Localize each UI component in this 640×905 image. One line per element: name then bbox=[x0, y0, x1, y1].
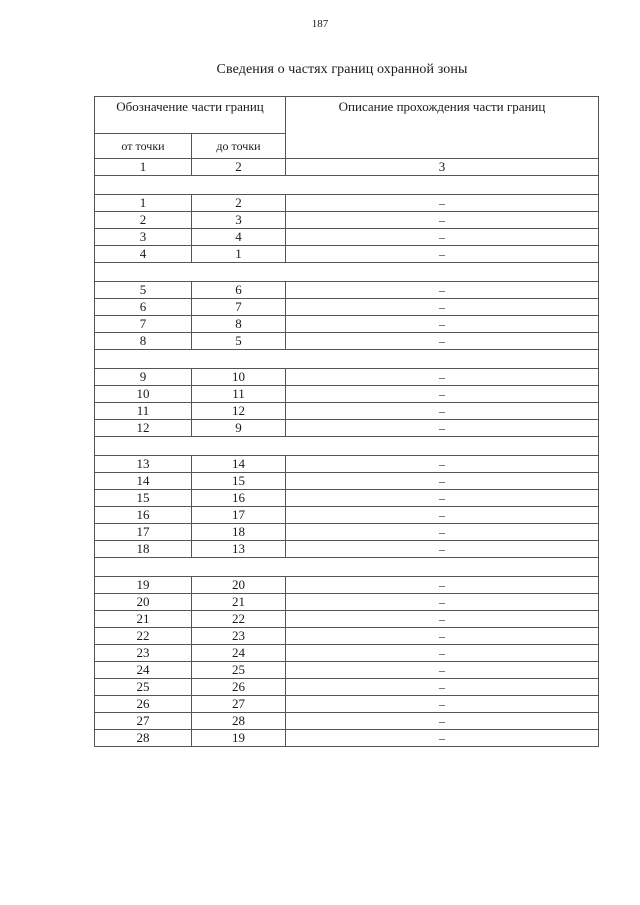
table-row bbox=[95, 662, 599, 679]
to-point-cell: 17 bbox=[192, 507, 286, 524]
to-point-cell: 7 bbox=[192, 299, 286, 316]
to-point-cell: 20 bbox=[192, 577, 286, 594]
to-point-cell: 9 bbox=[192, 420, 286, 437]
group-separator-cell bbox=[95, 437, 599, 456]
table-row bbox=[95, 611, 599, 628]
to-point-cell: 13 bbox=[192, 541, 286, 558]
description-cell: – bbox=[286, 524, 599, 541]
description-cell: – bbox=[286, 333, 599, 350]
page-number: 187 bbox=[311, 18, 329, 30]
description-cell: – bbox=[286, 679, 599, 696]
table-row bbox=[95, 282, 599, 299]
description-cell: – bbox=[286, 246, 599, 263]
from-point-cell: 3 bbox=[95, 229, 192, 246]
to-point-cell: 3 bbox=[192, 212, 286, 229]
to-point-cell: 4 bbox=[192, 229, 286, 246]
from-point-cell: 25 bbox=[95, 679, 192, 696]
description-cell: – bbox=[286, 420, 599, 437]
from-point-cell: 21 bbox=[95, 611, 192, 628]
table-row bbox=[95, 212, 599, 229]
group-separator-cell bbox=[95, 176, 599, 195]
from-point-cell: 11 bbox=[95, 403, 192, 420]
description-cell: – bbox=[286, 299, 599, 316]
table-row bbox=[95, 645, 599, 662]
header-row bbox=[95, 97, 599, 134]
to-point-cell: 5 bbox=[192, 333, 286, 350]
description-cell: – bbox=[286, 195, 599, 212]
table-row bbox=[95, 730, 599, 747]
table-row bbox=[95, 369, 599, 386]
description-cell: – bbox=[286, 507, 599, 524]
from-point-cell: 5 bbox=[95, 282, 192, 299]
table-row bbox=[95, 386, 599, 403]
from-point-cell: 4 bbox=[95, 246, 192, 263]
table-row bbox=[95, 420, 599, 437]
from-point-cell: 16 bbox=[95, 507, 192, 524]
column-number-1: 1 bbox=[95, 159, 192, 176]
table-row bbox=[95, 316, 599, 333]
to-point-cell: 16 bbox=[192, 490, 286, 507]
from-point-cell: 9 bbox=[95, 369, 192, 386]
from-point-cell: 12 bbox=[95, 420, 192, 437]
table-row bbox=[95, 229, 599, 246]
to-point-cell: 21 bbox=[192, 594, 286, 611]
to-point-cell: 1 bbox=[192, 246, 286, 263]
group-separator-cell bbox=[95, 350, 599, 369]
group-separator-cell bbox=[95, 558, 599, 577]
table-row bbox=[95, 696, 599, 713]
table-row bbox=[95, 628, 599, 645]
table-row bbox=[95, 577, 599, 594]
table-row bbox=[95, 490, 599, 507]
description-cell: – bbox=[286, 662, 599, 679]
table-row bbox=[95, 594, 599, 611]
to-point-cell: 25 bbox=[192, 662, 286, 679]
description-cell: – bbox=[286, 628, 599, 645]
to-point-cell: 26 bbox=[192, 679, 286, 696]
group-separator-row bbox=[95, 176, 599, 195]
column-number-2: 2 bbox=[192, 159, 286, 176]
table-row bbox=[95, 333, 599, 350]
header-from-point: от точки bbox=[95, 134, 192, 159]
description-cell: – bbox=[286, 541, 599, 558]
from-point-cell: 27 bbox=[95, 713, 192, 730]
table-body bbox=[95, 97, 599, 747]
to-point-cell: 23 bbox=[192, 628, 286, 645]
table-row bbox=[95, 507, 599, 524]
from-point-cell: 17 bbox=[95, 524, 192, 541]
description-cell: – bbox=[286, 713, 599, 730]
from-point-cell: 1 bbox=[95, 195, 192, 212]
from-point-cell: 7 bbox=[95, 316, 192, 333]
description-cell: – bbox=[286, 490, 599, 507]
from-point-cell: 10 bbox=[95, 386, 192, 403]
to-point-cell: 14 bbox=[192, 456, 286, 473]
document-title: Сведения о частях границ охранной зоны bbox=[216, 62, 468, 77]
description-cell: – bbox=[286, 611, 599, 628]
to-point-cell: 28 bbox=[192, 713, 286, 730]
from-point-cell: 20 bbox=[95, 594, 192, 611]
description-cell: – bbox=[286, 282, 599, 299]
description-cell: – bbox=[286, 456, 599, 473]
boundary-parts-table bbox=[94, 96, 599, 747]
description-cell: – bbox=[286, 473, 599, 490]
table-row bbox=[95, 456, 599, 473]
group-separator-row bbox=[95, 263, 599, 282]
description-cell: – bbox=[286, 645, 599, 662]
description-cell: – bbox=[286, 730, 599, 747]
from-point-cell: 19 bbox=[95, 577, 192, 594]
from-point-cell: 22 bbox=[95, 628, 192, 645]
group-separator-row bbox=[95, 437, 599, 456]
from-point-cell: 24 bbox=[95, 662, 192, 679]
table-row bbox=[95, 299, 599, 316]
description-cell: – bbox=[286, 594, 599, 611]
header-part-designation: Обозначение части границ bbox=[95, 97, 286, 134]
from-point-cell: 23 bbox=[95, 645, 192, 662]
from-point-cell: 15 bbox=[95, 490, 192, 507]
group-separator-cell bbox=[95, 263, 599, 282]
description-cell: – bbox=[286, 229, 599, 246]
from-point-cell: 14 bbox=[95, 473, 192, 490]
from-point-cell: 8 bbox=[95, 333, 192, 350]
table-row bbox=[95, 473, 599, 490]
numbering-row bbox=[95, 159, 599, 176]
from-point-cell: 28 bbox=[95, 730, 192, 747]
table-row bbox=[95, 246, 599, 263]
description-cell: – bbox=[286, 696, 599, 713]
header-to-point: до точки bbox=[192, 134, 286, 159]
to-point-cell: 8 bbox=[192, 316, 286, 333]
to-point-cell: 12 bbox=[192, 403, 286, 420]
description-cell: – bbox=[286, 577, 599, 594]
from-point-cell: 26 bbox=[95, 696, 192, 713]
to-point-cell: 18 bbox=[192, 524, 286, 541]
description-cell: – bbox=[286, 316, 599, 333]
to-point-cell: 15 bbox=[192, 473, 286, 490]
to-point-cell: 2 bbox=[192, 195, 286, 212]
table-row bbox=[95, 679, 599, 696]
to-point-cell: 11 bbox=[192, 386, 286, 403]
column-number-3: 3 bbox=[286, 159, 599, 176]
to-point-cell: 27 bbox=[192, 696, 286, 713]
to-point-cell: 6 bbox=[192, 282, 286, 299]
table-row bbox=[95, 541, 599, 558]
description-cell: – bbox=[286, 212, 599, 229]
group-separator-row bbox=[95, 350, 599, 369]
to-point-cell: 19 bbox=[192, 730, 286, 747]
from-point-cell: 2 bbox=[95, 212, 192, 229]
from-point-cell: 18 bbox=[95, 541, 192, 558]
from-point-cell: 13 bbox=[95, 456, 192, 473]
table-row bbox=[95, 713, 599, 730]
description-cell: – bbox=[286, 369, 599, 386]
description-cell: – bbox=[286, 386, 599, 403]
to-point-cell: 22 bbox=[192, 611, 286, 628]
table-row bbox=[95, 403, 599, 420]
to-point-cell: 10 bbox=[192, 369, 286, 386]
from-point-cell: 6 bbox=[95, 299, 192, 316]
description-cell: – bbox=[286, 403, 599, 420]
table-row bbox=[95, 524, 599, 541]
group-separator-row bbox=[95, 558, 599, 577]
header-description: Описание прохождения части границ bbox=[286, 97, 599, 159]
to-point-cell: 24 bbox=[192, 645, 286, 662]
table-row bbox=[95, 195, 599, 212]
